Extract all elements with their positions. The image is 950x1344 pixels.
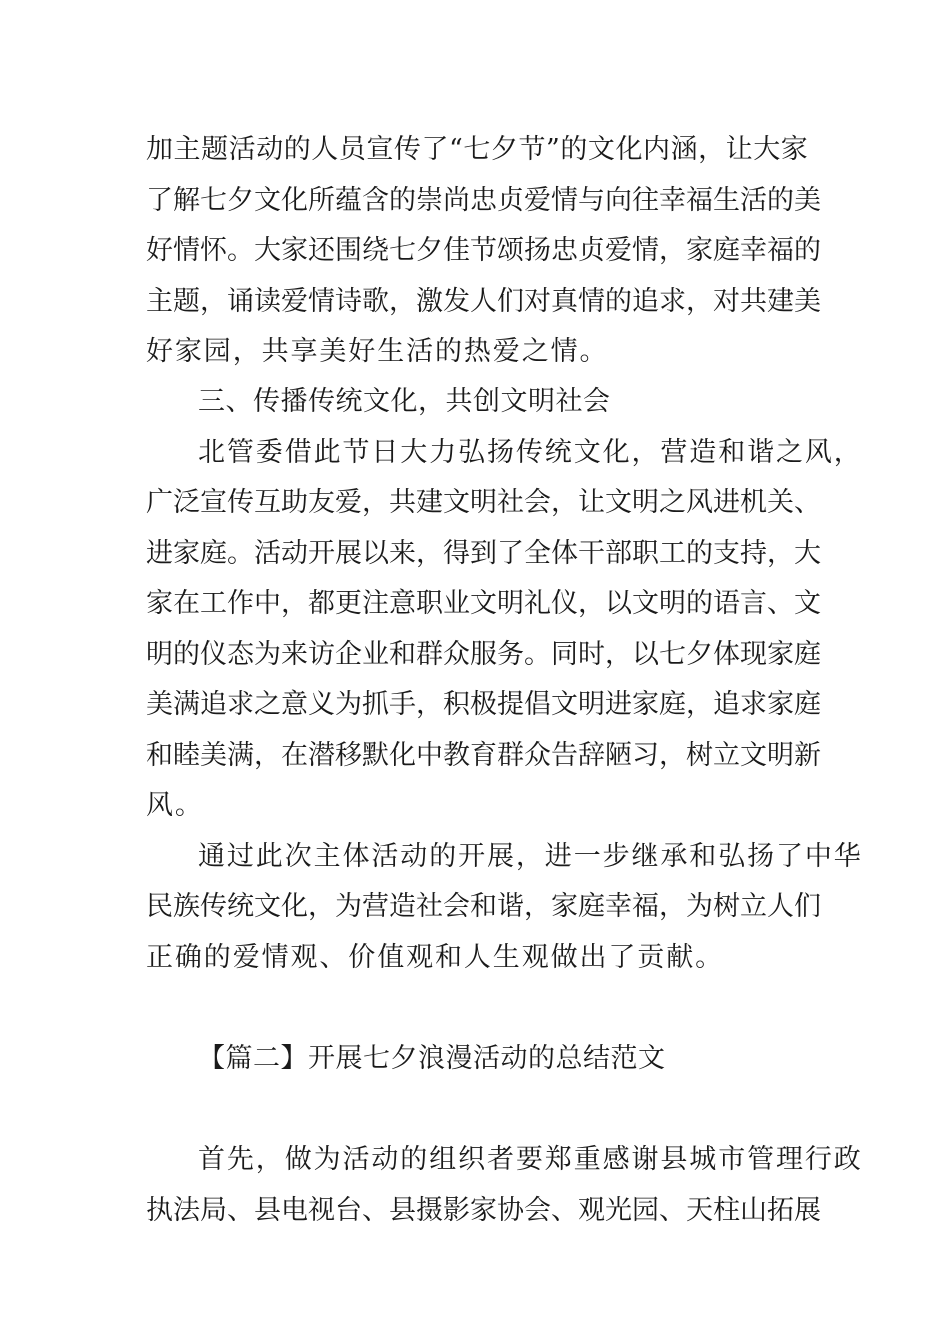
paragraph-first-line: 通过此次主体活动的开展，进一步继承和弘扬了中华 — [198, 841, 863, 872]
text-line: 家 在 工 作 中 ， 都 更 注 意 职 业 文 明 礼 仪 ， 以 文 明 的 语 言 、 文 — [146, 588, 821, 619]
paragraph-first-line: 北管委借此节日大力弘扬传统文化，营造和谐之风， — [198, 437, 863, 468]
text-line: 好 情 怀 。 大 家 还 围 绕 七 夕 佳 节 颂 扬 忠 贞 爱 情 ， 家 庭 幸 福 的 — [146, 235, 821, 266]
text-line: 正确的爱情观、价值观和人生观做出了贡献。 — [146, 942, 724, 973]
text-line: 主 题 ， 诵 读 爱 情 诗 歌 ， 激 发 人 们 对 真 情 的 追 求 ， 对 共 建 美 — [146, 286, 821, 317]
text-line: 加 主 题 活 动 的 人 员 宣 传 了 “ 七 夕 节 ” 的 文 化 内 涵 ， 让 大 家 — [146, 134, 808, 165]
article-title: 【篇二】开展七夕浪漫活动的总结范文 — [198, 1043, 666, 1074]
text-line: 进 家 庭 。 活 动 开 展 以 来 ， 得 到 了 全 体 干 部 职 工 的 支 持 ， 大 — [146, 538, 821, 569]
text-line: 民 族 传 统 文 化 ， 为 营 造 社 会 和 谐 ， 家 庭 幸 福 ， 为 树 立 人 们 — [146, 891, 821, 922]
text-line: 了 解 七 夕 文 化 所 蕴 含 的 崇 尚 忠 贞 爱 情 与 向 往 幸 福 生 活 的 美 — [146, 185, 821, 216]
text-line: 明 的 仪 态 为 来 访 企 业 和 群 众 服 务 。 同 时 ， 以 七 夕 体 现 家 庭 — [146, 639, 821, 670]
text-line: 广 泛 宣 传 互 助 友 爱 ， 共 建 文 明 社 会 ， 让 文 明 之 风 进 机 关 、 — [146, 487, 821, 518]
text-line: 美 满 追 求 之 意 义 为 抓 手 ， 积 极 提 倡 文 明 进 家 庭 ， 追 求 家 庭 — [146, 689, 821, 720]
text-line: 风。 — [146, 790, 204, 821]
paragraph-first-line: 首先，做为活动的组织者要郑重感谢县城市管理行政 — [198, 1144, 863, 1175]
text-line: 执 法 局 、 县 电 视 台 、 县 摄 影 家 协 会 、 观 光 园 、 天 柱 山 拓 展 — [146, 1195, 821, 1226]
text-line: 好家园，共享美好生活的热爱之情。 — [146, 336, 609, 367]
section-heading: 三、传播传统文化，共创文明社会 — [198, 386, 611, 417]
text-line: 和 睦 美 满 ， 在 潜 移 默 化 中 教 育 群 众 告 辞 陋 习 ， 树 立 文 明 新 — [146, 740, 821, 771]
